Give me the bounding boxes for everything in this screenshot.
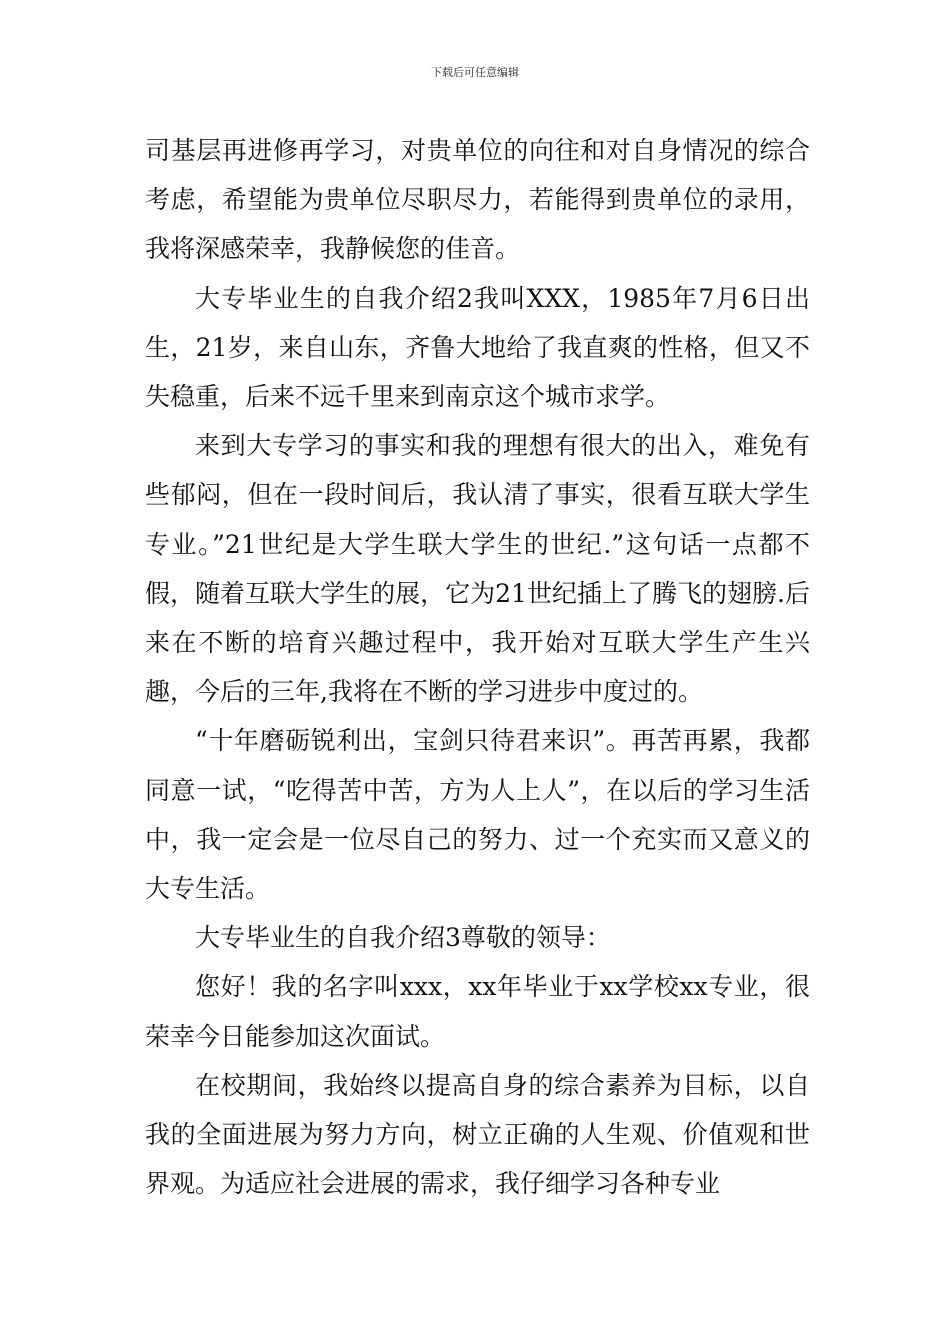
paragraph-1: 司基层再进修再学习，对贵单位的向往和对自身情况的综合考虑，希望能为贵单位尽职尽力，若能得到贵单位的录用，我将深感荣幸，我静候您的佳音。 (145, 136, 810, 264)
paragraph-7: 在校期间，我始终以提高自身的综合素养为目标，以自我的全面进展为努力方向，树立正确的人生观、价值观和世界观。为适应社会进展的需求，我仔细学习各种专业 (145, 1070, 810, 1199)
document-body (145, 126, 810, 1208)
paragraph-4: “十年磨砺锐利出，宝剑只待君来识”。再苦再累，我都同意一试，“吃得苦中苦，方为人上人”，在以后的学习生活中，我一定会是一位尽自己的努力、过一个充实而又意义的大专生活。 (145, 726, 810, 904)
paragraph-5: 大专毕业生的自我介绍3尊敬的领导： (195, 923, 611, 953)
paragraph-6: 您好！我的名字叫xxx，xx年毕业于xx学校xx专业，很荣幸今日能参加这次面试。 (145, 972, 810, 1051)
paragraph-3: 来到大专学习的事实和我的理想有很大的出入，难免有些郁闷，但在一段时间后，我认清了事实，很看互联大学生专业。”21世纪是大学生联大学生的世纪.”这句话一点都不假，随着互联大学生的展，它为21世纪插上了腾飞的翅膀.后来在不断的培育兴趣过程中，我开始对互联大学生产生兴趣，今后的三年,我将在不断的学习进步中度过的。 (145, 431, 810, 707)
page-header: 下载后可任意编辑 (431, 66, 519, 79)
paragraph-2: 大专毕业生的自我介绍2我叫XXX，1985年7月6日出生，21岁，来自山东，齐鲁大地给了我直爽的性格，但又不失稳重，后来不远千里来到南京这个城市求学。 (145, 283, 810, 412)
